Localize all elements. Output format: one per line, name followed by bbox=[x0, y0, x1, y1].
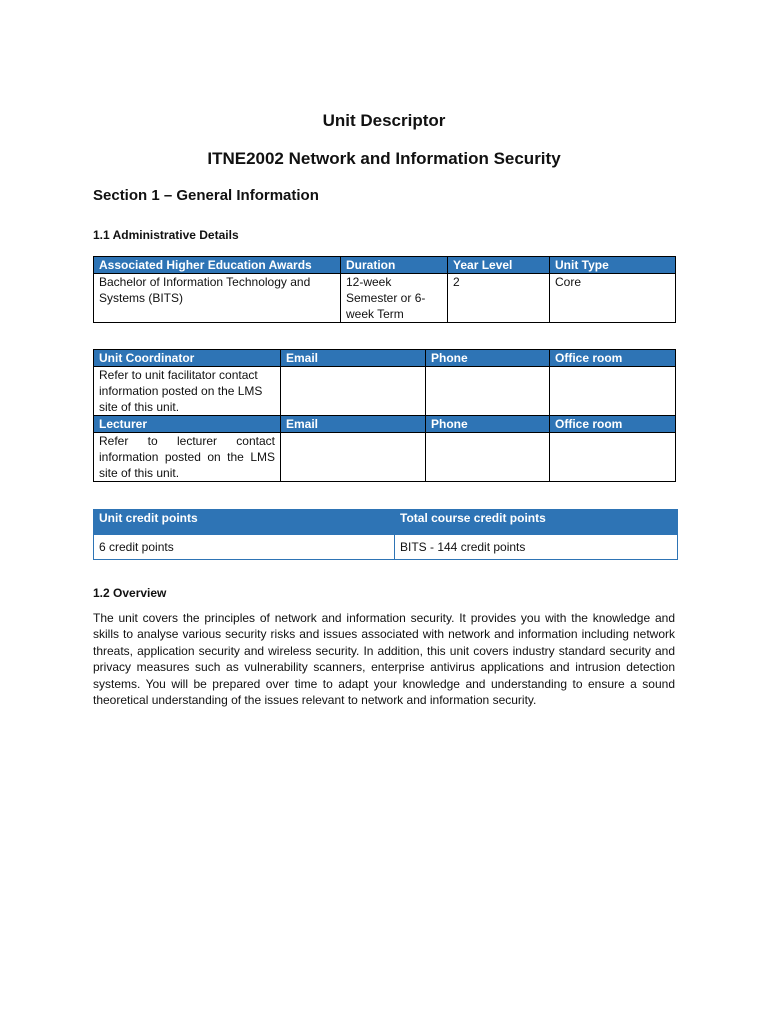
table-row bbox=[94, 433, 676, 482]
table-header-row bbox=[94, 416, 676, 433]
col-header-duration: Duration bbox=[341, 257, 448, 274]
col-header-unit-type: Unit Type bbox=[550, 257, 676, 274]
section-heading: Section 1 – General Information bbox=[93, 187, 319, 204]
col-header-phone: Phone bbox=[426, 350, 550, 367]
cell-coordinator: Refer to unit facilitator contact information posted on the LMS site of this unit. bbox=[94, 367, 281, 416]
cell-lecturer-office bbox=[550, 433, 676, 482]
col-header-office-room: Office room bbox=[550, 416, 676, 433]
table-row bbox=[94, 535, 678, 560]
table-row bbox=[94, 367, 676, 416]
contacts-table bbox=[93, 349, 676, 482]
col-header-awards: Associated Higher Education Awards bbox=[94, 257, 341, 274]
col-header-unit-credit-points: Unit credit points bbox=[94, 510, 395, 535]
admin-details-heading: 1.1 Administrative Details bbox=[93, 228, 239, 242]
table-row bbox=[94, 274, 676, 323]
col-header-phone: Phone bbox=[426, 416, 550, 433]
table-header-row bbox=[94, 510, 678, 535]
table-header-row bbox=[94, 350, 676, 367]
unit-title: ITNE2002 Network and Information Security bbox=[207, 149, 561, 168]
cell-awards: Bachelor of Information Technology and Systems (BITS) bbox=[94, 274, 341, 323]
col-header-email: Email bbox=[281, 350, 426, 367]
col-header-year-level: Year Level bbox=[448, 257, 550, 274]
overview-paragraph: The unit covers the principles of network and information security. It provides you with the knowledge and skills to analyse various security risks and issues associated with network and information including network threats, application security and wireless security. In addition, this unit covers industry standard security and privacy measures such as vulnerability scanners, enterprise antivirus applications and intrusion detection systems. You will be prepared over time to adapt your knowledge and understanding to ensure a sound theoretical understanding of the issues relevant to network and information security. bbox=[93, 611, 675, 708]
col-header-office-room: Office room bbox=[550, 350, 676, 367]
document-title: Unit Descriptor bbox=[322, 111, 446, 130]
credit-points-table bbox=[93, 509, 678, 560]
col-header-total-course-credit-points: Total course credit points bbox=[395, 510, 678, 535]
table-header-row bbox=[94, 257, 676, 274]
cell-lecturer: Refer to lecturer contact information posted on the LMS site of this unit. bbox=[94, 433, 281, 482]
col-header-email: Email bbox=[281, 416, 426, 433]
col-header-unit-coordinator: Unit Coordinator bbox=[94, 350, 281, 367]
col-header-lecturer: Lecturer bbox=[94, 416, 281, 433]
admin-details-table bbox=[93, 256, 676, 323]
cell-year-level: 2 bbox=[448, 274, 550, 323]
cell-lecturer-phone bbox=[426, 433, 550, 482]
cell-duration: 12-week Semester or 6-week Term bbox=[341, 274, 448, 323]
cell-unit-type: Core bbox=[550, 274, 676, 323]
overview-heading: 1.2 Overview bbox=[93, 586, 167, 600]
cell-coordinator-email bbox=[281, 367, 426, 416]
cell-coordinator-phone bbox=[426, 367, 550, 416]
cell-lecturer-email bbox=[281, 433, 426, 482]
cell-coordinator-office bbox=[550, 367, 676, 416]
cell-total-course-credit-points: BITS - 144 credit points bbox=[395, 535, 678, 560]
cell-unit-credit-points: 6 credit points bbox=[94, 535, 395, 560]
